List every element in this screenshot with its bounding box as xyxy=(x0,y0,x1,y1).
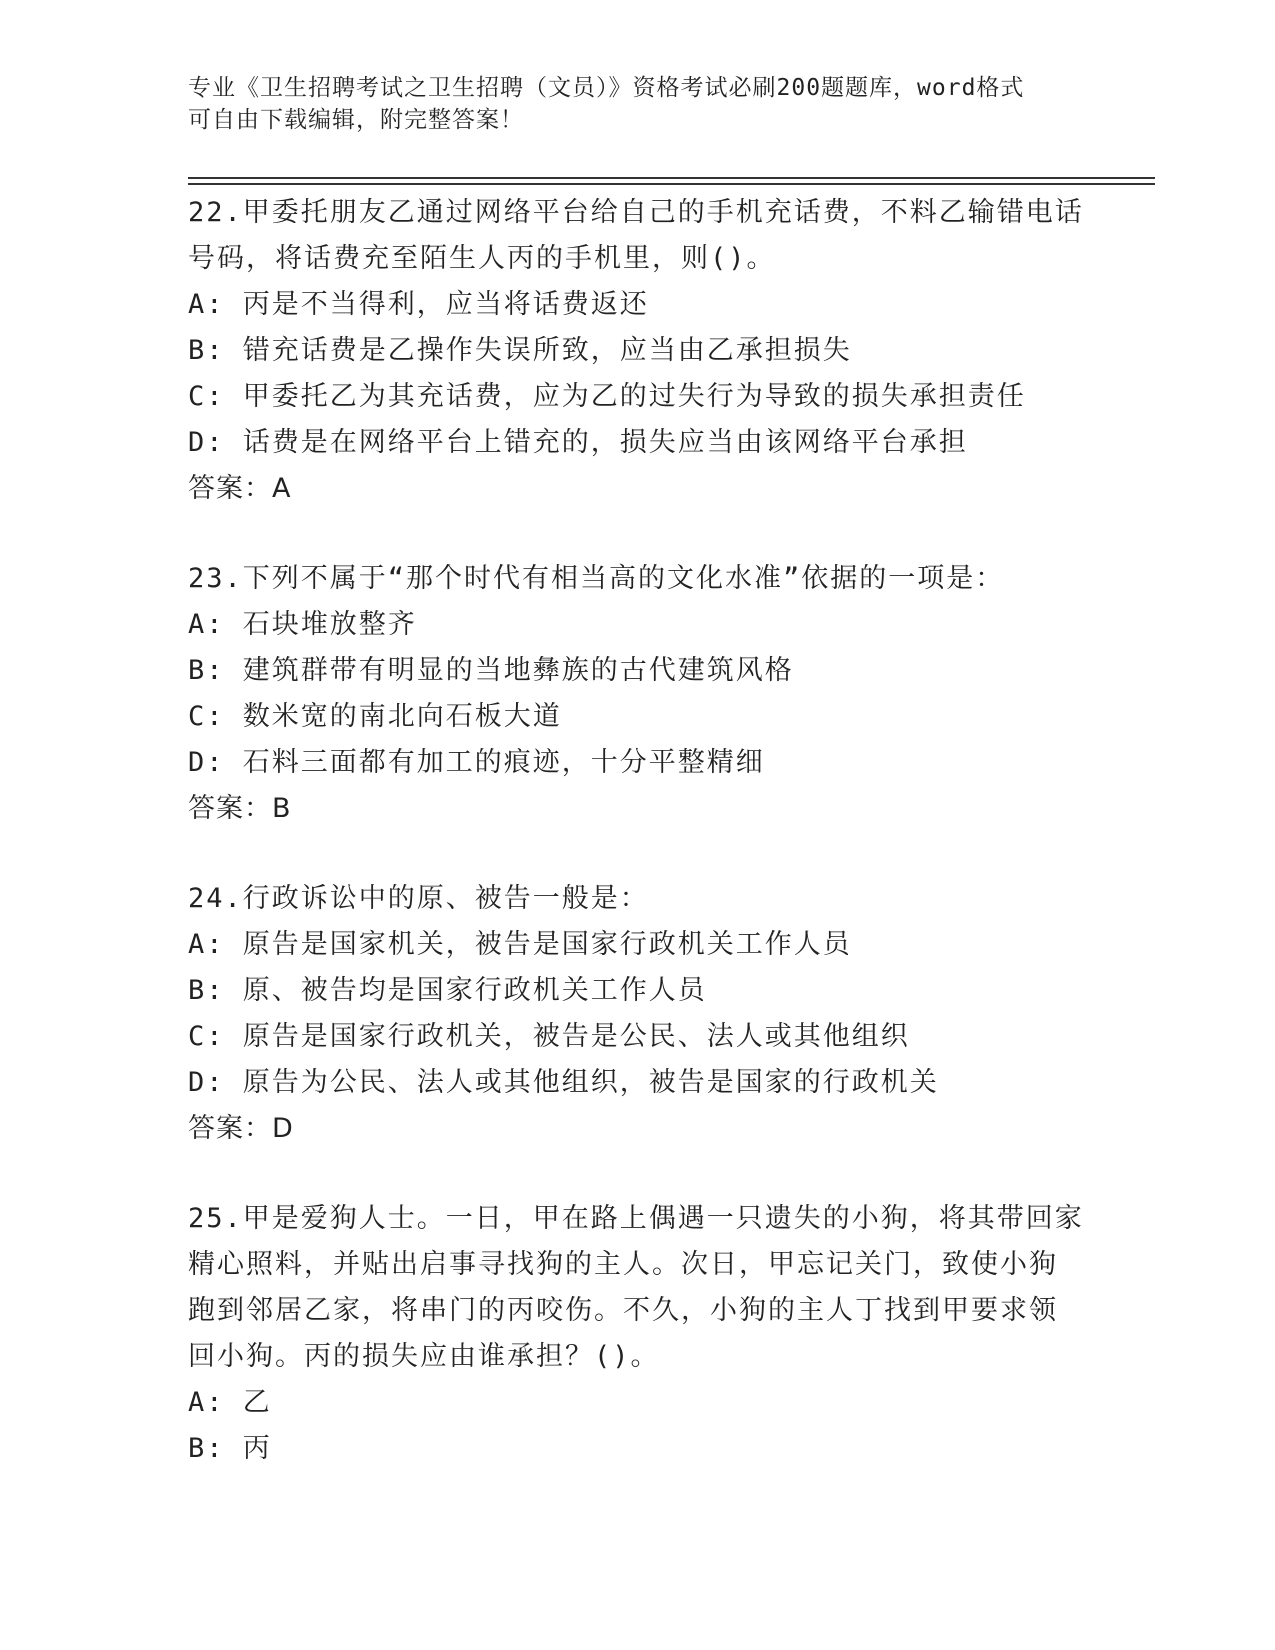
option-a: A: 原告是国家机关，被告是国家行政机关工作人员 xyxy=(188,929,852,960)
answer-line: 答案：B xyxy=(188,793,292,824)
answer-line: 答案：A xyxy=(188,473,292,504)
question-stem-line: 精心照料，并贴出启事寻找狗的主人。次日，甲忘记关门，致使小狗 xyxy=(188,1249,1058,1280)
option-c: C: 数米宽的南北向石板大道 xyxy=(188,701,562,732)
option-d: D: 原告为公民、法人或其他组织，被告是国家的行政机关 xyxy=(188,1067,939,1098)
option-d: D: 话费是在网络平台上错充的，损失应当由该网络平台承担 xyxy=(188,427,968,458)
question-23 xyxy=(188,556,1088,832)
option-b: B: 丙 xyxy=(188,1433,272,1464)
option-a: A: 石块堆放整齐 xyxy=(188,609,417,640)
question-22 xyxy=(188,190,1088,512)
option-b: B: 原、被告均是国家行政机关工作人员 xyxy=(188,975,707,1006)
header-rule-top xyxy=(188,177,1155,179)
question-stem-line: 跑到邻居乙家，将串门的丙咬伤。不久，小狗的主人丁找到甲要求领 xyxy=(188,1295,1058,1326)
header-line-2: 可自由下载编辑，附完整答案！ xyxy=(188,107,524,133)
question-stem-line: 回小狗。丙的损失应由谁承担？()。 xyxy=(188,1341,660,1372)
question-stem-line: 22.甲委托朋友乙通过网络平台给自己的手机充话费，不料乙输错电话 xyxy=(188,197,1084,228)
option-c: C: 原告是国家行政机关，被告是公民、法人或其他组织 xyxy=(188,1021,910,1052)
question-stem-line: 25.甲是爱狗人士。一日，甲在路上偶遇一只遗失的小狗，将其带回家 xyxy=(188,1203,1084,1234)
option-a: A: 乙 xyxy=(188,1387,272,1418)
header-rule-bottom xyxy=(188,183,1155,185)
question-25 xyxy=(188,1196,1088,1472)
option-b: B: 错充话费是乙操作失误所致，应当由乙承担损失 xyxy=(188,335,852,366)
question-24 xyxy=(188,876,1088,1152)
option-a: A: 丙是不当得利，应当将话费返还 xyxy=(188,289,649,320)
option-b: B: 建筑群带有明显的当地彝族的古代建筑风格 xyxy=(188,655,794,686)
answer-line: 答案：D xyxy=(188,1113,294,1144)
question-stem-line: 号码，将话费充至陌生人丙的手机里，则()。 xyxy=(188,243,776,274)
option-c: C: 甲委托乙为其充话费，应为乙的过失行为导致的损失承担责任 xyxy=(188,381,1026,412)
question-stem-line: 24.行政诉讼中的原、被告一般是： xyxy=(188,883,649,914)
question-stem-line: 23.下列不属于“那个时代有相当高的文化水准”依据的一项是： xyxy=(188,563,1005,594)
question-list xyxy=(188,190,1088,1516)
option-d: D: 石料三面都有加工的痕迹，十分平整精细 xyxy=(188,747,765,778)
document-header xyxy=(188,72,1068,136)
header-line-1: 专业《卫生招聘考试之卫生招聘（文员）》资格考试必刷200题题库，word格式 xyxy=(188,75,1025,101)
